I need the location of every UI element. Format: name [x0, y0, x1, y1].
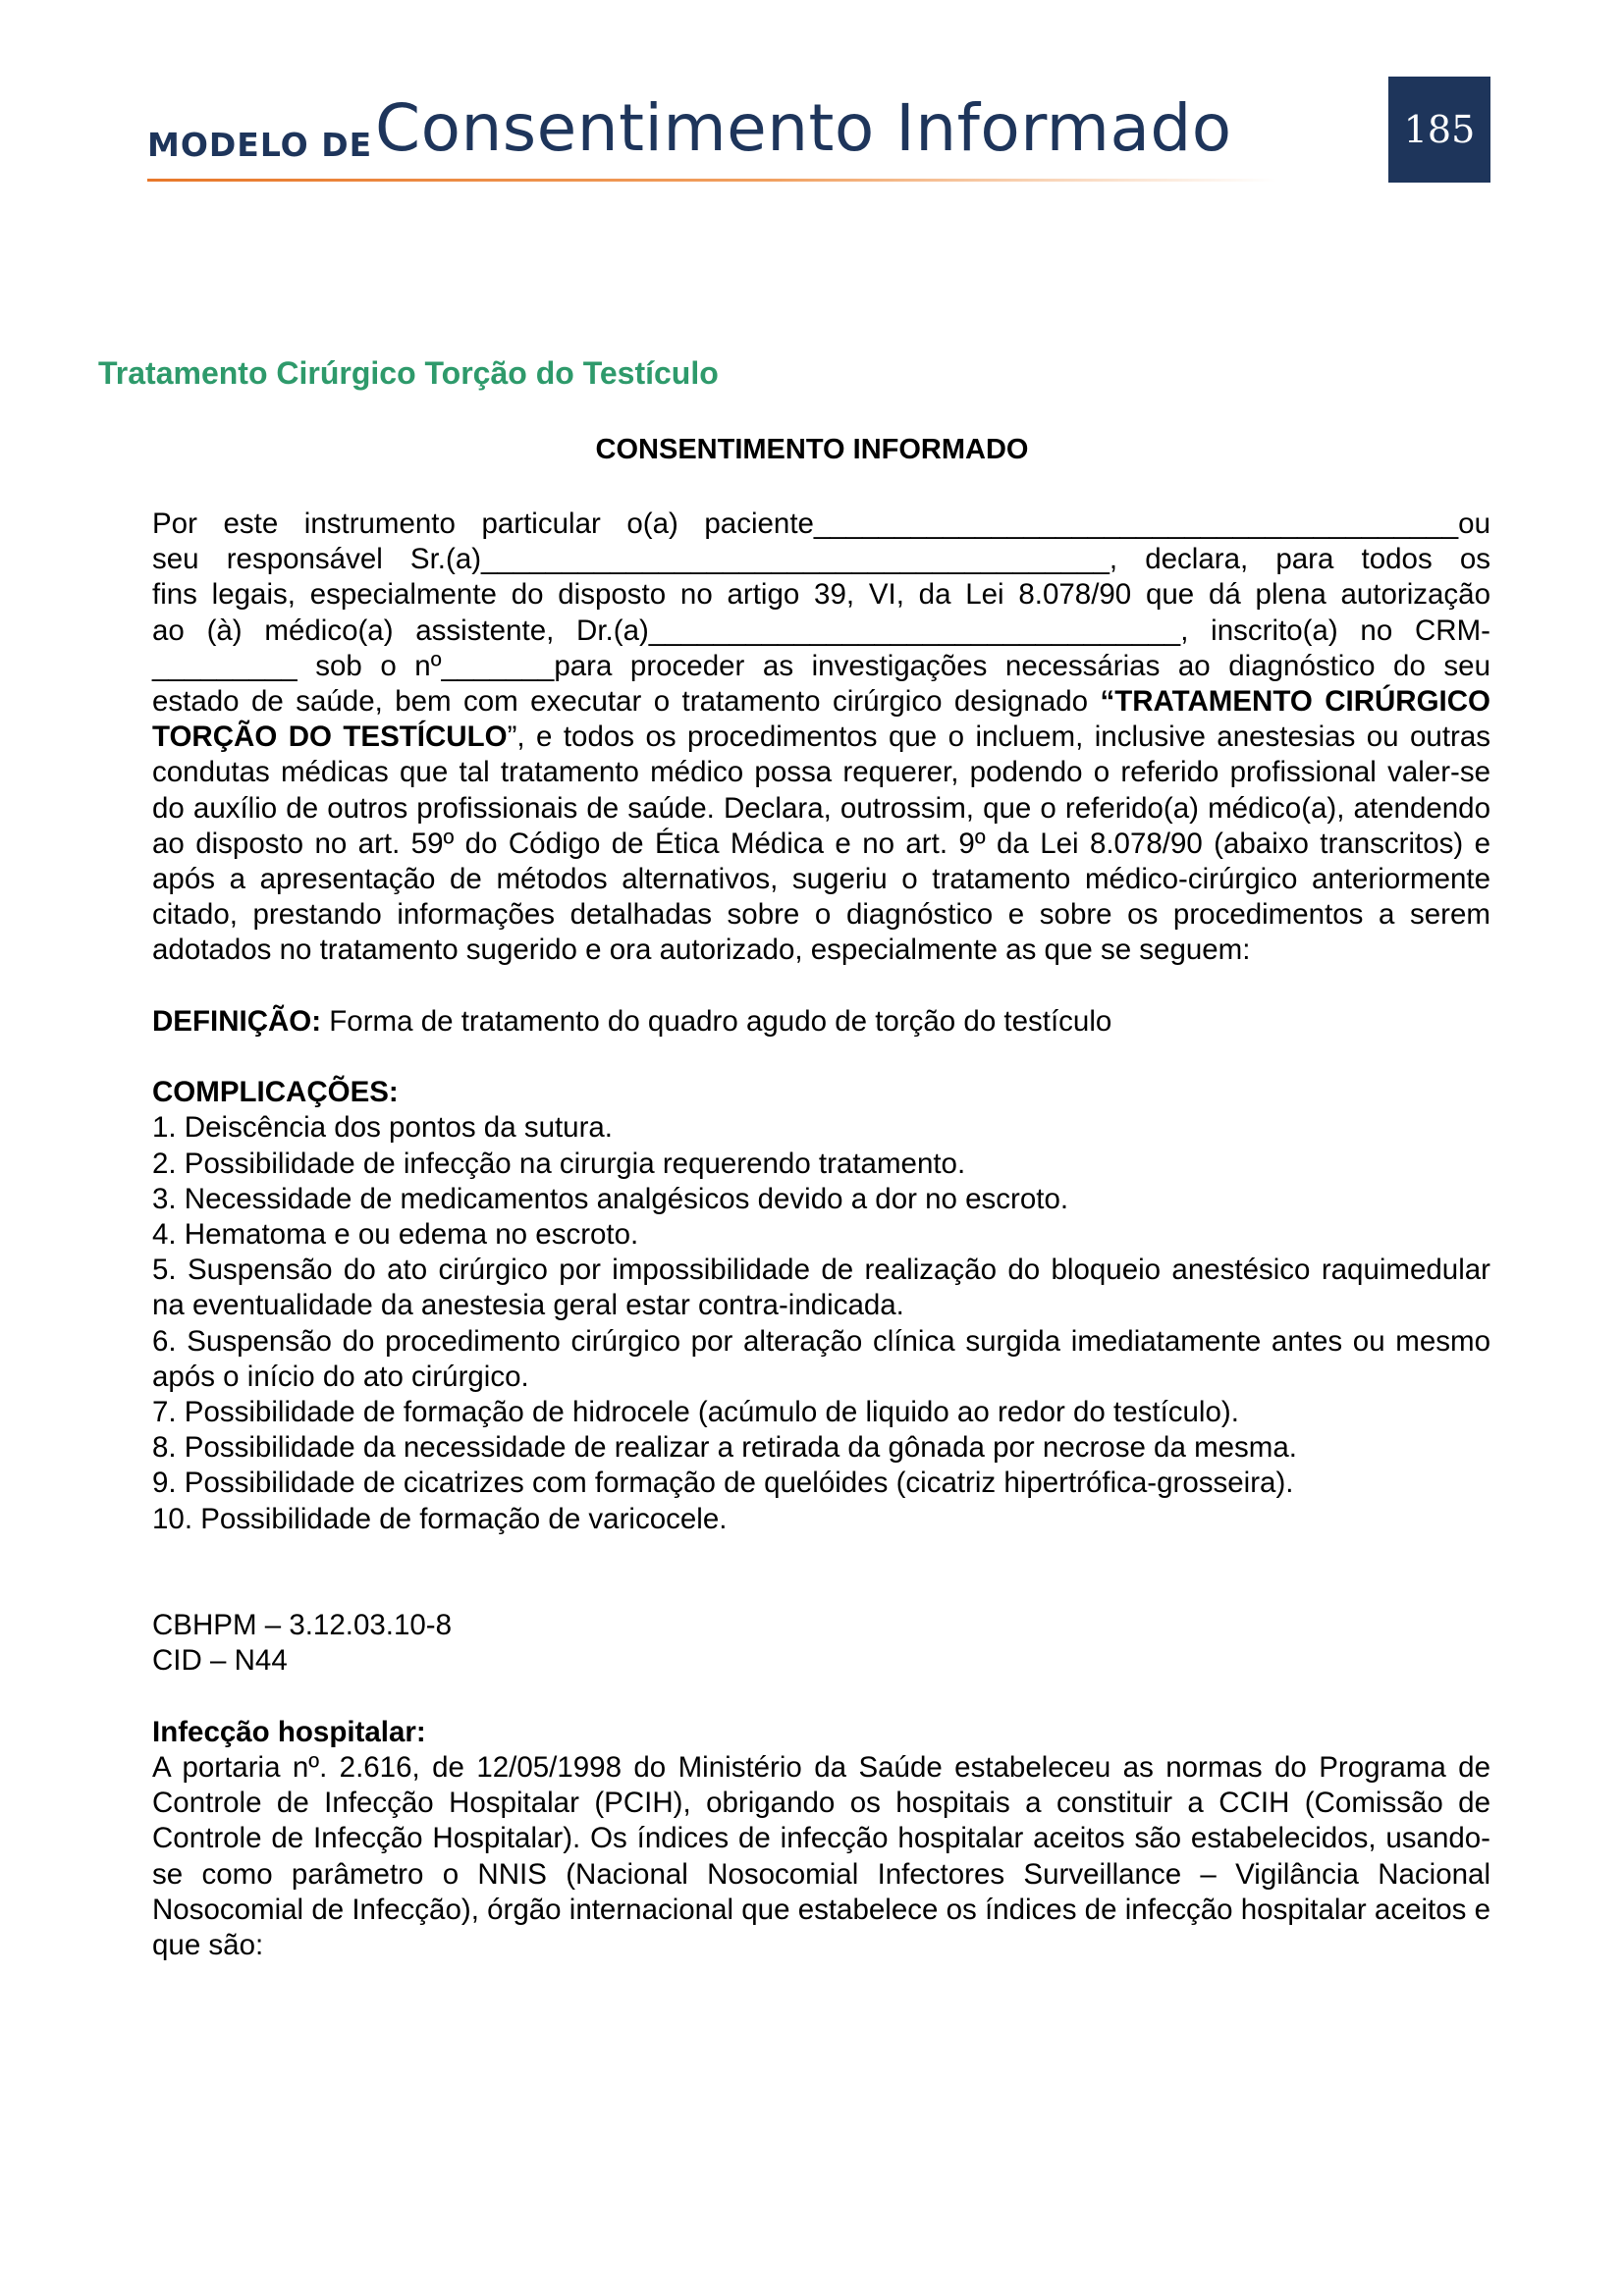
list-item: 6. Suspensão do procedimento cirúrgico por alteração clínica surgida imediatamente antes ou mesmo após o início do ato cirúrgico. — [152, 1324, 1490, 1393]
complications-list — [152, 1110, 1490, 1536]
consent-text-rest: ”, e todos os procedimentos que o incluem, inclusive anestesias ou outras condutas médicas que tal tratamento médico possa requerer, podendo o referido profissional valer-se do auxílio de outros profissionais de saúde. Declara, outrossim, que o referido(a) médico(a), atendendo ao disposto no art. 59º do Código de Ética Médica e no art. 9º da Lei 8.078/90 (abaixo transcritos) e após a apresentação de métodos alternativos, sugeriu o tratamento médico-cirúrgico anteriormente citado, prestando informações detalhadas sobre o diagnóstico e sobre os procedimentos a serem adotados no tratamento sugerido e ora autorizado, especialmente as que se seguem: — [152, 721, 1490, 967]
cid-code: CID – N44 — [152, 1644, 288, 1678]
consent-paragraph — [152, 507, 1490, 969]
list-item: 5. Suspensão do ato cirúrgico por impossibilidade de realização do bloqueio anestésico raquimedular na eventualidade da anestesia geral estar contra-indicada. — [152, 1254, 1490, 1322]
consent-line: Por este instrumento particular o(a) paciente________________________________________ou — [152, 507, 1490, 540]
section-title: Tratamento Cirúrgico Torção do Testículo — [98, 355, 719, 391]
list-item: 2. Possibilidade de infecção na cirurgia requerendo tratamento. — [152, 1147, 966, 1180]
definition — [152, 1004, 1490, 1040]
consent-body — [152, 684, 1490, 969]
header-title: Consentimento Informado — [375, 90, 1232, 166]
header-divider — [147, 179, 1276, 182]
consent-line: fins legais, especialmente do disposto no artigo 39, VI, da Lei 8.078/90 que dá plena autorização — [152, 578, 1490, 612]
consent-line: ao (à) médico(a) assistente, Dr.(a)_________________________________, inscrito(a) no CRM- — [152, 614, 1490, 647]
document-body — [152, 507, 1490, 1963]
list-item: 10. Possibilidade de formação de varicocele. — [152, 1502, 728, 1535]
page-header — [147, 88, 1276, 187]
procedure-name: “TRATAMENTO CIRÚRGICO TORÇÃO DO TESTÍCULO — [152, 685, 1491, 754]
infection-text: A portaria nº. 2.616, de 12/05/1998 do Ministério da Saúde estabeleceu as normas do Programa de Controle de Infecção Hospitalar (PCIH), obrigando os hospitais a constituir a CCIH (Comissão de Controle de Infecção Hospitalar). Os índices de infecção hospitalar aceitos são estabelecidos, usando-se como parâmetro o NNIS (Nacional Nosocomial Infectores Surveillance – Vigilância Nacional Nosocomial de Infecção), órgão internacional que estabelece os índices de infecção hospitalar aceitos e que são: — [152, 1751, 1490, 1962]
definition-text: Forma de tratamento do quadro agudo de torção do testículo — [321, 1004, 1112, 1038]
list-item: 7. Possibilidade de formação de hidrocele (acúmulo de liquido ao redor do testículo). — [152, 1396, 1239, 1429]
document-title: CONSENTIMENTO INFORMADO — [595, 434, 1029, 465]
consent-text: estado de saúde, bem com executar o tratamento cirúrgico designado — [152, 685, 1101, 719]
page-number-badge: 185 — [1388, 77, 1490, 183]
list-item: 1. Deiscência dos pontos da sutura. — [152, 1111, 614, 1145]
definition-label: DEFINIÇÃO: — [152, 1004, 322, 1038]
complications-label: COMPLICAÇÕES: — [152, 1076, 399, 1109]
list-item: 9. Possibilidade de cicatrizes com formação de quelóides (cicatriz hipertrófica-grosseira). — [152, 1467, 1294, 1500]
cbhpm-code: CBHPM – 3.12.03.10-8 — [152, 1609, 452, 1642]
header-small-label: MODELO DE — [147, 126, 373, 164]
consent-line: seu responsável Sr.(a)_______________________________________, declara, para todos os — [152, 543, 1490, 576]
list-item: 3. Necessidade de medicamentos analgésicos devido a dor no escroto. — [152, 1182, 1069, 1215]
list-item: 4. Hematoma e ou edema no escroto. — [152, 1218, 639, 1252]
consent-line: _________ sob o nº_______para proceder as investigações necessárias ao diagnóstico do seu — [152, 649, 1490, 682]
infection-label: Infecção hospitalar: — [152, 1715, 426, 1748]
list-item: 8. Possibilidade da necessidade de realizar a retirada da gônada por necrose da mesma. — [152, 1431, 1297, 1465]
